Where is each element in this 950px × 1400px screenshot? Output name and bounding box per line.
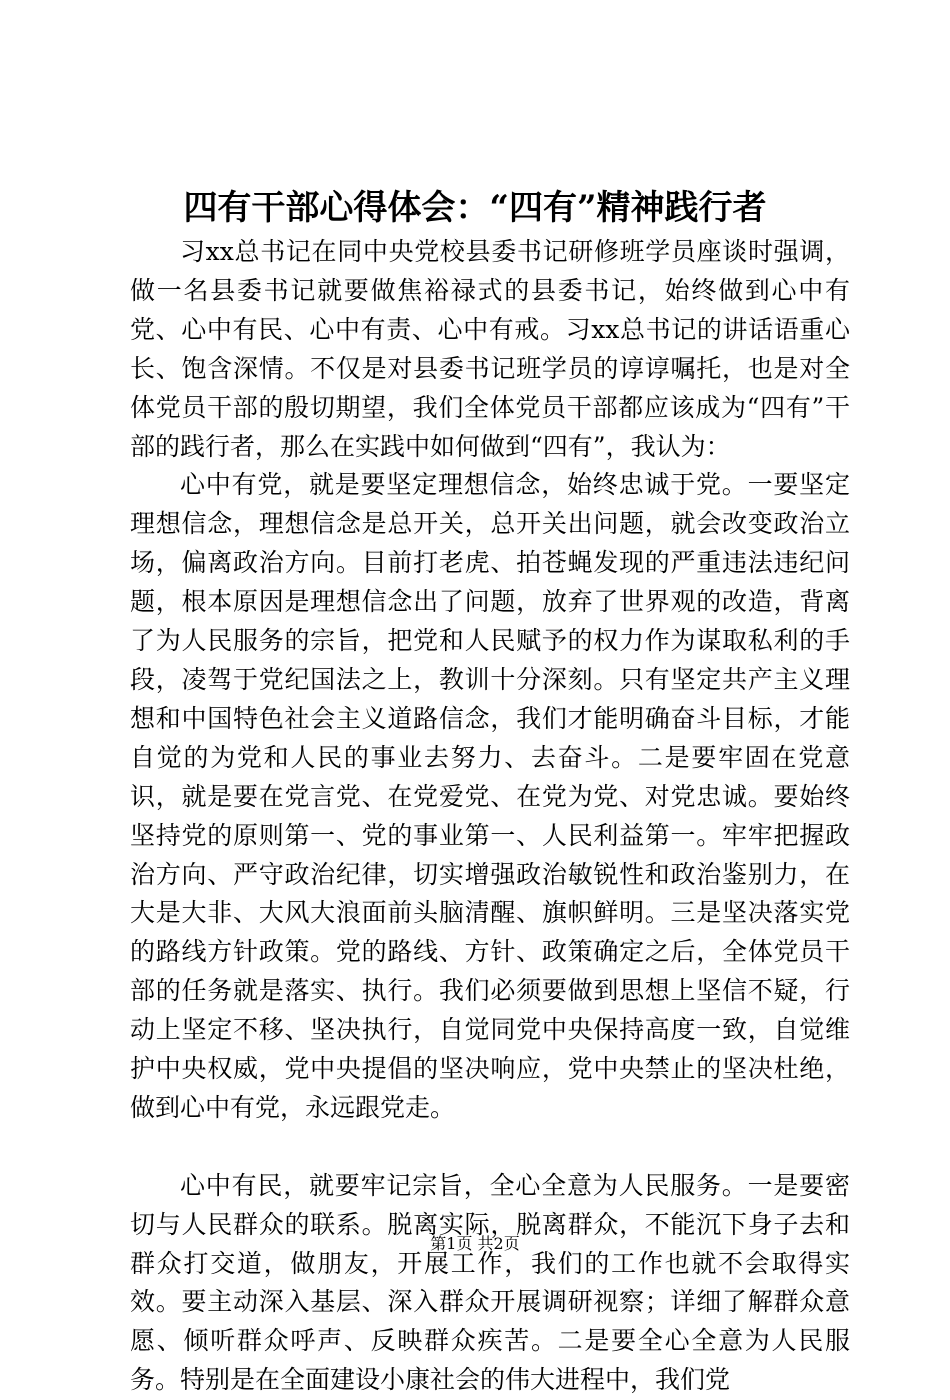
- page-number-footer: 第1页 共2页: [430, 1234, 520, 1253]
- paragraph-intro: 习xx总书记在同中央党校县委书记研修班学员座谈时强调，做一名县委书记就要做焦裕禄式的县委书记，始终做到心中有党、心中有民、心中有责、心中有戒。习xx总书记的讲话语重心长、饱含深情。不仅是对县委书记班学员的谆谆嘱托，也是对全体党员干部的殷切期望，我们全体党员干部都应该成为“四有”干部的践行者，那么在实践中如何做到“四有”，我认为：: [130, 237, 850, 461]
- paragraph-heart-people: 心中有民，就要牢记宗旨，全心全意为人民服务。一是要密切与人民群众的联系。脱离实际，脱离群众，不能沉下身子去和群众打交道，做朋友，开展工作，我们的工作也就不会取得实效。要主动深入基层、深入群众开展调研视察；详细了解群众意愿、倾听群众呼声、反映群众疾苦。二是要全心全意为人民服务。特别是在全面建设小康社会的伟大进程中，我们党: [130, 1170, 850, 1395]
- document-title: 四有干部心得体会：“四有”精神践行者: [183, 188, 767, 228]
- document-body: [130, 233, 850, 1400]
- paragraph-heart-party: 心中有党，就是要坚定理想信念，始终忠诚于党。一要坚定理想信念，理想信念是总开关，总开关出问题，就会改变政治立场，偏离政治方向。目前打老虎、拍苍蝇发现的严重违法违纪问题，根本原因是理想信念出了问题，放弃了世界观的改造，背离了为人民服务的宗旨，把党和人民赋予的权力作为谋取私利的手段，凌驾于党纪国法之上，教训十分深刻。只有坚定共产主义理想和中国特色社会主义道路信念，我们才能明确奋斗目标，才能自觉的为党和人民的事业去努力、去奋斗。二是要牢固在党意识，就是要在党言党、在党爱党、在党为党、对党忠诚。要始终坚持党的原则第一、党的事业第一、人民利益第一。牢牢把握政治方向、严守政治纪律，切实增强政治敏锐性和政治鉴别力，在大是大非、大风大浪面前头脑清醒、旗帜鲜明。三是坚决落实党的路线方针政策。党的路线、方针、政策确定之后，全体党员干部的任务就是落实、执行。我们必须要做到思想上坚信不疑，行动上坚定不移、坚决执行，自觉同党中央保持高度一致，自觉维护中央权威，党中央提倡的坚决响应，党中央禁止的坚决杜绝，做到心中有党，永远跟党走。: [130, 470, 850, 1122]
